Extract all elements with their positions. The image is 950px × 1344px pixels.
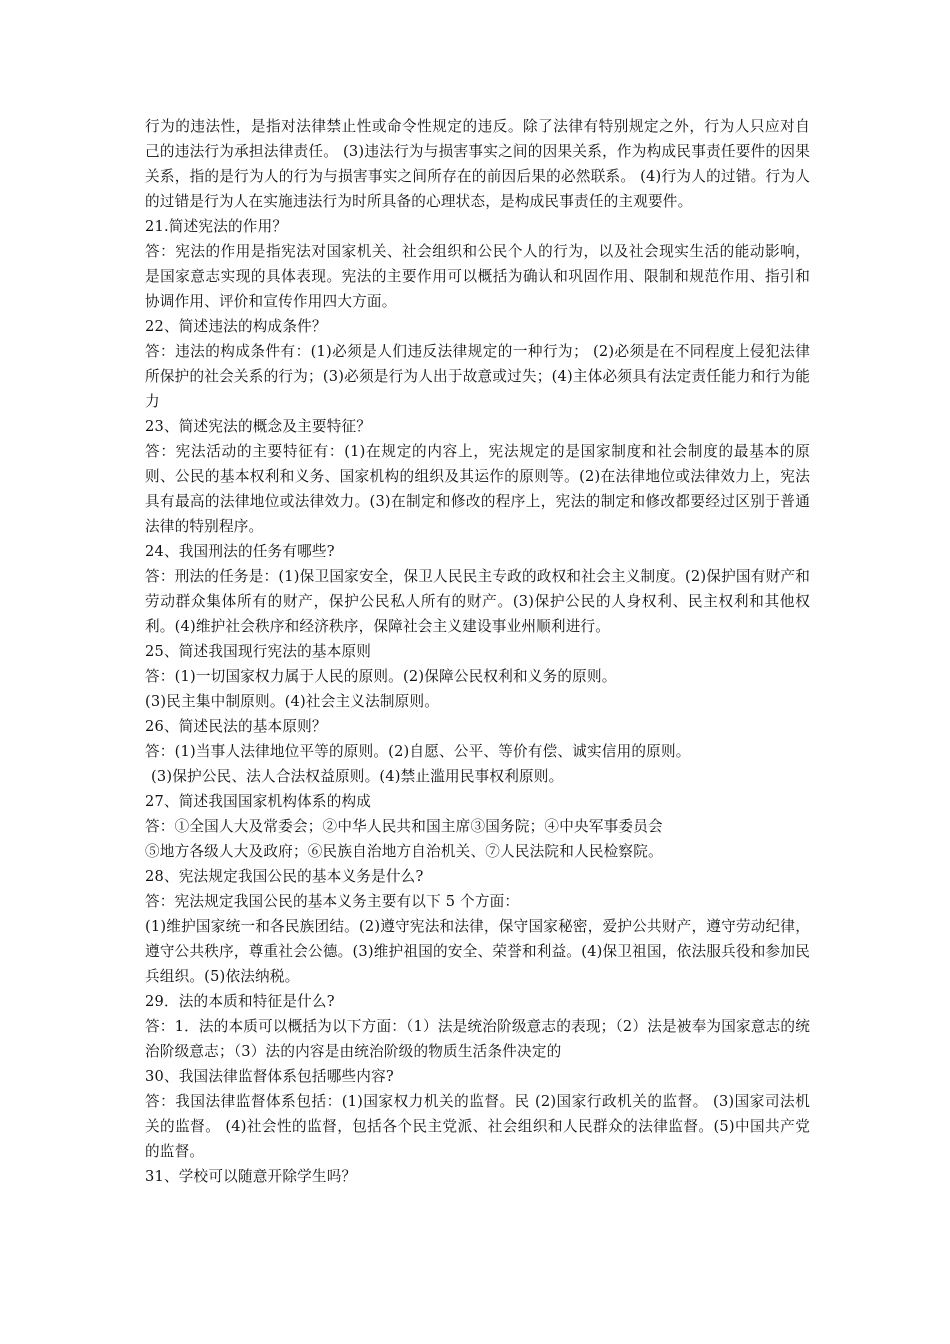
answer-21: 答：宪法的作用是指宪法对国家机关、社会组织和公民个人的行为，以及社会现实生活的能动影响，是国家意志实现的具体表现。宪法的主要作用可以概括为确认和巩固作用、限制和规范作用、指引和协调作用、评价和宣传作用四大方面。 (145, 243, 810, 310)
question-31: 31、学校可以随意开除学生吗？ (145, 1168, 357, 1185)
answer-28-list: (1)维护国家统一和各民族团结。(2)遵守宪法和法律，保守国家秘密，爱护公共财产，遵守劳动纪律，遵守公共秩序，尊重社会公德。(3)维护祖国的安全、荣誉和利益。(4)保卫祖国，依法服兵役和参加民兵组织。(5)依法纳税。 (145, 918, 810, 985)
question-22: 22、简述违法的构成条件？ (145, 318, 327, 335)
question-29: 29．法的本质和特征是什么? (145, 993, 335, 1010)
paragraph-liability-elements: 行为的违法性，是指对法律禁止性或命令性规定的违反。除了法律有特别规定之外，行为人只应对自己的违法行为承担法律责任。 (3)违法行为与损害事实之间的因果关系，作为构成民事责任要件的因果关系，指的是行为人的行为与损害事实之间所存在的前因后果的必然联系。 (4)行为人的过错。行为人的过错是行为人在实施违法行为时所具备的心理状态，是构成民事责任的主观要件。 (145, 118, 810, 210)
answer-25-line-2: (3)民主集中制原则。(4)社会主义法制原则。 (145, 693, 440, 710)
answer-29: 答：1．法的本质可以概括为以下方面：（1）法是统治阶级意志的表现；（2）法是被奉为国家意志的统治阶级意志；（3）法的内容是由统治阶级的物质生活条件决定的 (145, 1018, 810, 1060)
answer-27-line-1: 答：①全国人大及常委会；②中华人民共和国主席③国务院；④中央军事委员会 (145, 818, 663, 835)
answer-27-line-2: ⑤地方各级人大及政府；⑥民族自治地方自治机关、⑦人民法院和人民检察院。 (145, 843, 663, 860)
question-25: 25、简述我国现行宪法的基本原则 (145, 643, 372, 660)
question-23: 23、简述宪法的概念及主要特征？ (145, 418, 372, 435)
answer-24: 答：刑法的任务是：(1)保卫国家安全，保卫人民民主专政的政权和社会主义制度。(2)保护国有财产和劳动群众集体所有的财产，保护公民私人所有的财产。(3)保护公民的人身权利、民主权利和其他权利。(4)维护社会秩序和经济秩序，保障社会主义建设事业州顺利进行。 (145, 568, 810, 635)
question-30: 30、我国法律监督体系包括哪些内容? (145, 1068, 394, 1085)
question-27: 27、简述我国国家机构体系的构成 (145, 793, 372, 810)
question-26: 26、简述民法的基本原则？ (145, 718, 327, 735)
question-21: 21.简述宪法的作用？ (145, 218, 288, 235)
answer-26-line-1: 答：(1)当事人法律地位平等的原则。(2)自愿、公平、等价有偿、诚实信用的原则。 (145, 743, 691, 760)
question-28: 28、宪法规定我国公民的基本义务是什么? (145, 868, 424, 885)
answer-22: 答：违法的构成条件有：(1)必须是人们违反法律规定的一种行为； (2)必须是在不同程度上侵犯法律所保护的社会关系的行为；(3)必须是行为人出于故意或过失；(4)主体必须具有法定责任能力和行为能力 (145, 343, 810, 410)
answer-23: 答：宪法活动的主要特征有：(1)在规定的内容上，宪法规定的是国家制度和社会制度的最基本的原则、公民的基本权利和义务、国家机构的组织及其运作的原则等。(2)在法律地位或法律效力上，宪法具有最高的法律地位或法律效力。(3)在制定和修改的程序上，宪法的制定和修改都要经过区别于普通法律的特别程序。 (145, 443, 810, 535)
answer-30: 答：我国法律监督体系包括：(1)国家权力机关的监督。民 (2)国家行政机关的监督。 (3)国家司法机关的监督。 (4)社会性的监督，包括各个民主党派、社会组织和人民群众的法律监督。(5)中国共产党的监督。 (145, 1093, 810, 1160)
answer-28-intro: 答：宪法规定我国公民的基本义务主要有以下 5 个方面： (145, 893, 520, 910)
question-24: 24、我国刑法的任务有哪些? (145, 543, 335, 560)
answer-25-line-1: 答：(1)一切国家权力属于人民的原则。(2)保障公民权利和义务的原则。 (145, 668, 617, 685)
answer-26-line-2: (3)保护公民、法人合法权益原则。(4)禁止滥用民事权利原则。 (151, 768, 564, 785)
document-page (145, 114, 810, 1189)
